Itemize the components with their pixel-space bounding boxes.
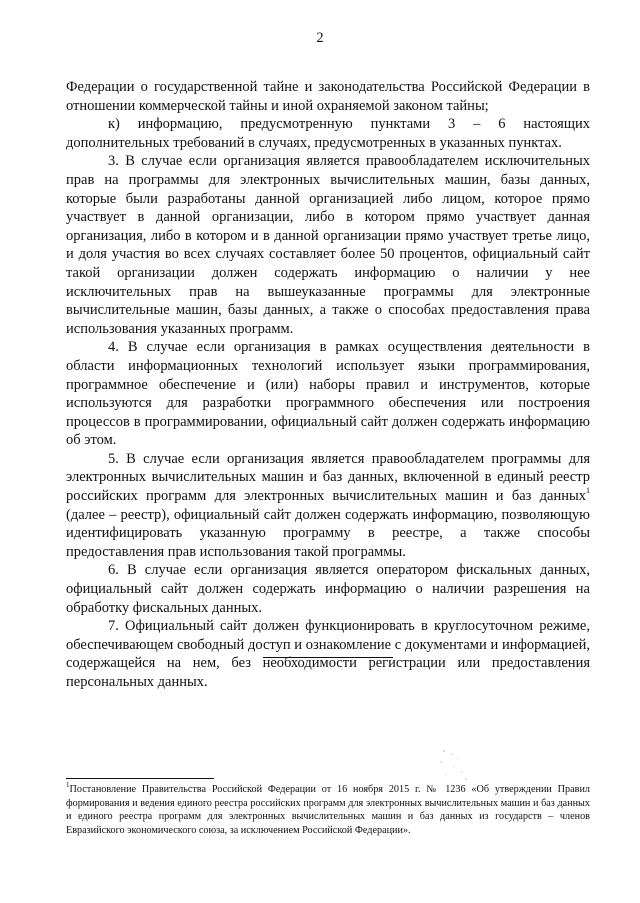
scan-artifact [432,748,472,788]
document-body [66,78,590,692]
paragraph-continuation: Федерации о государственной тайне и законодательства Российской Федерации в отношении коммерческой тайны и иной охраняемой законом тайны; [66,79,590,114]
paragraph-5-continuation: (далее – реестр), официальный сайт должен содержать информацию, позволяющую идентифицировать указанную программу в реестре, а также способы предоставления прав использования такой программы. [66,506,590,560]
paragraph-4: 4. В случае если организация в рамках осуществления деятельности в области информационных технологий использует языки программирования, программное обеспечение и (или) наборы правил и инструментов, которые используются для разработки программного обеспечения или построения процессов в программировании, официальный сайт должен содержать информацию об этом. [66,339,590,449]
footnote-marker: 1 [66,780,70,789]
footnote-text: Постановление Правительства Российской Федерации от 16 ноября 2015 г. № 1236 «Об утверждении Правил формирования и ведения единого реестра российских программ для электронных вычислительных машин и баз данных и единого реестра программ для электронных вычислительных машин и баз данных из государств – членов Евразийского экономического союза, за исключением Российской Федерации». [66,784,590,836]
paragraph-5-text: 5. В случае если организация является правообладателем программы для электронных вычислительных машин и баз данных, включенной в единый реестр российских программ для электронных вычислительных машин и баз данных [66,450,590,505]
paragraph-6: 6. В случае если организация является оператором фискальных данных, официальный сайт должен содержать информацию о наличии разрешения на обработку фискальных данных. [66,562,590,616]
paragraph-3: 3. В случае если организация является правообладателем исключительных прав на программы для электронных вычислительных машин, базы данных, которые были разработаны данной организацией либо лицом, которое прямо участвует в данной организации, либо в котором прямо участвует данная организация, либо в котором и в данной организации прямо участвует третье лицо, и доля участия во всех случаях составляет более 50 процентов, официальный сайт такой организации должен содержать информацию о наличии у нее исключительных прав на вышеуказанные программы для электронные вычислительные машин, базы данных, а также о способах предоставления права использования указанных программ. [66,153,590,337]
paragraph-7: 7. Официальный сайт должен функционировать в круглосуточном режиме, обеспечивающем свободный доступ и ознакомление с документами и информацией, содержащейся на нем, без необходимости регистрации или предоставления персональных данных. [66,618,590,690]
footnote-separator [66,778,214,779]
footnote-text-line [66,780,590,837]
end-of-text-rule [263,657,393,658]
footnote [66,780,590,837]
page-number: 2 [316,30,324,46]
paragraph-item-k: к) информацию, предусмотренную пунктами 3 – 6 настоящих дополнительных требований в случаях, предусмотренных в указанных пунктах. [66,116,590,151]
paragraph-5 [66,450,590,562]
footnote-reference: 1 [586,486,590,496]
